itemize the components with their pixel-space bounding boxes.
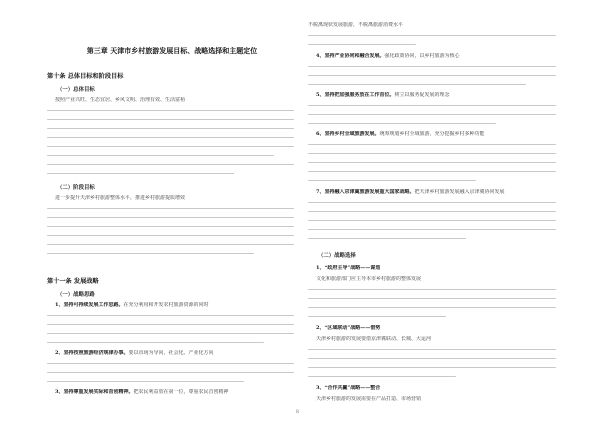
text-line [47,333,294,334]
text-line [308,238,466,239]
text-line [47,235,294,236]
text-line [308,114,556,115]
text-line [47,244,294,245]
strategy-1-title: 1、“政府主导”战略——谋划 [316,265,381,271]
article-11-item2 [55,350,294,356]
text-line [47,315,294,316]
right-top-text: 不脱离现状发展旅游，不脱离旅游消费水平 [308,22,404,28]
right-item6-label: 6、坚持乡村全域旅游发展。 [316,131,380,137]
right-item7-rest: 把天津乡村旅游发展融入京津冀协同发展 [414,189,505,195]
text-line [47,146,294,147]
right-item4-rest: 强化政策协同，以乡村旅游为核心 [384,53,460,59]
text-line [308,220,556,221]
article-11-sub1: （一）战略思路 [57,292,95,298]
article-10-para1-start: 按照产业兴旺、生态宜居、乡风文明、治理有效、生活富裕 [55,97,186,103]
article-10-title: 第十条 总体目标和阶段目标 [47,73,124,80]
text-line [308,307,556,308]
text-line [308,367,556,368]
text-line [47,324,294,325]
right-sub2: （二）战略选择 [318,253,356,259]
article-10-sub2: （二）阶段目标 [57,185,95,191]
text-line [47,164,294,165]
text-line [308,66,556,67]
text-line [47,253,254,254]
text-line [47,381,244,382]
text-line [308,153,556,154]
text-line [47,128,294,129]
article-11-item1-rest: 在充分利用和开发农村旅游资源的同时 [123,302,209,308]
text-line [308,144,556,145]
text-line [308,75,556,76]
article-11-item3 [55,389,294,395]
text-line [308,211,556,212]
text-line [47,155,274,156]
text-line [308,202,556,203]
text-line [47,110,294,111]
text-line [308,289,556,290]
article-11-item3-rest: 把农民利益放在第一位，尊重农民首创精神 [133,389,229,395]
text-line [47,173,234,174]
text-line [308,44,416,45]
chapter-title: 第三章 天津市乡村旅游发展目标、战略选择和主题定位 [86,46,258,55]
text-line [47,363,294,364]
page-number: 8 [296,410,299,415]
text-line [308,171,556,172]
article-11-item3-label: 3、坚持尊重发展实际和首创精神。 [55,389,134,395]
right-item6 [316,131,556,137]
text-line [308,180,476,181]
article-11-item1-label: 1、坚持可持续发展工作思路。 [55,302,124,308]
text-line [308,229,556,230]
text-line [308,123,496,124]
text-line [47,342,264,343]
text-line [308,162,556,163]
text-line [308,316,446,317]
text-line [308,376,456,377]
text-line [308,349,556,350]
strategy-2-title: 2、“区域联动”战略——借势 [316,325,381,331]
text-line [47,217,294,218]
right-item5-label: 5、坚持把加强服务放在工作首位。 [316,92,395,98]
text-line [308,84,526,85]
text-line [308,358,556,359]
text-line [47,208,294,209]
text-line [308,35,556,36]
strategy-3-text: 天津乡村旅游的发展需要在产品打造、市场营销 [316,396,422,402]
right-item7 [316,189,556,195]
strategy-2-text: 天津乡村旅游的发展要借京津冀联动、长城、大运河 [316,336,432,342]
text-line [47,372,294,373]
text-line [308,105,556,106]
text-line [47,226,294,227]
text-line [47,137,294,138]
article-11-item2-label: 2、坚持按照旅游经济规律办事。 [55,350,129,356]
article-11-item2-rest: 要以市场为导向，社会化、产业化方向 [128,350,214,356]
article-11-title: 第十一条 发展战略 [47,278,99,285]
article-11-item1 [55,302,294,308]
right-item5 [316,92,556,98]
article-10-para2-start: 进一步提升天津乡村旅游整体水平，推进乡村旅游提质增效 [55,195,186,201]
strategy-3-title: 3、“合作共赢”战略——整合 [316,385,381,391]
strategy-1-text: 文化和旅游部门应主导本市乡村旅游的整体发展 [316,276,422,282]
article-10-sub1: （一）总体目标 [57,87,95,93]
right-item5-rest: 树立以服务促发展的理念 [394,92,450,98]
right-item7-label: 7、坚持融入京津冀旅游发展重大国家战略。 [316,189,415,195]
text-line [308,298,556,299]
text-line [47,119,294,120]
right-item6-rest: 统筹规划乡村全域旅游，充分挖掘乡村多种功能 [379,131,485,137]
right-item4 [316,53,556,59]
right-item4-label: 4、坚持产业协同和融合发展。 [316,53,385,59]
